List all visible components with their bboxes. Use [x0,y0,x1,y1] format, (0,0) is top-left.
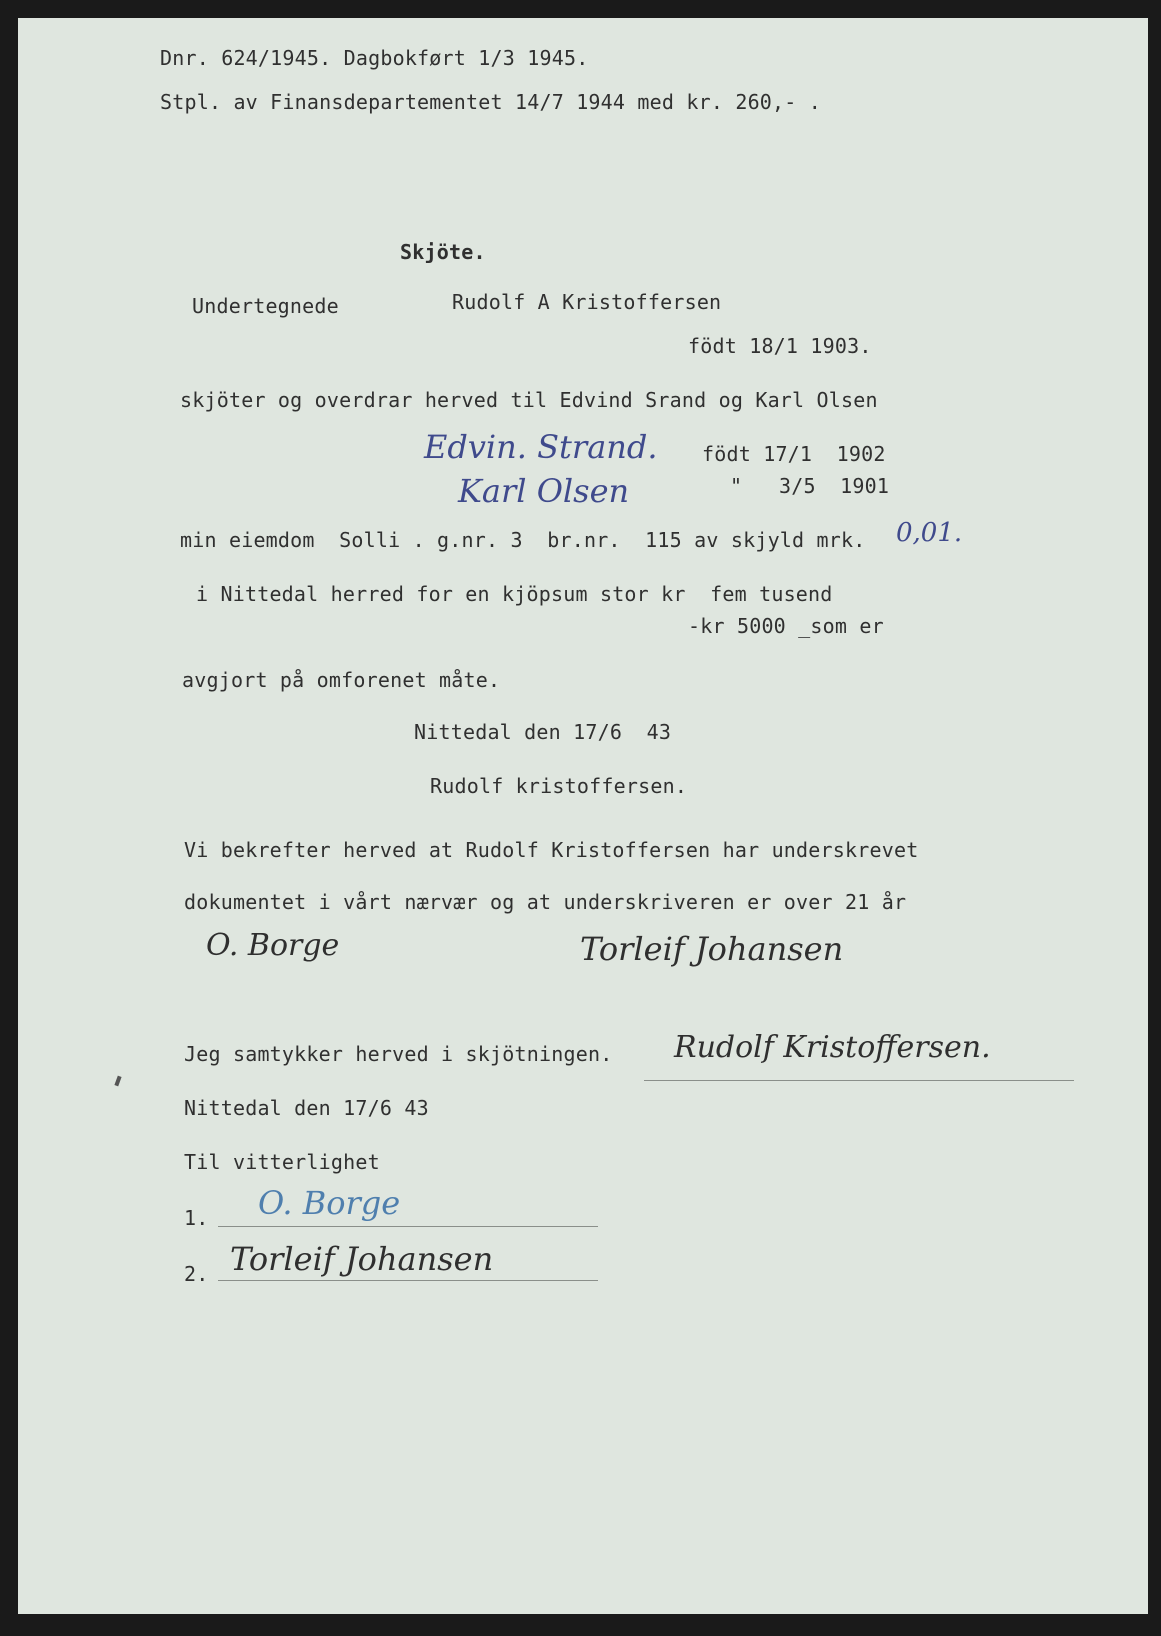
undertegnede-label: Undertegnede [192,294,339,318]
consent-signature: Rudolf Kristoffersen. [674,1030,991,1065]
property-line: min eiemdom Solli . g.nr. 3 br.nr. 115 av skjyld mrk. [180,528,866,552]
ink-mark [114,1076,121,1087]
tax-value-handwritten: 0,01. [896,518,963,548]
consent-signature-line [644,1080,1074,1081]
buyer-signature-edvin-strand: Edvin. Strand. [424,428,658,466]
transfer-line: skjöter og overdrar herved til Edvind Srand og Karl Olsen [180,388,878,412]
attestation-signature-1: O. Borge [258,1184,401,1222]
confirmation-line-2: dokumentet i vårt nærvær og at underskriveren er over 21 år [184,890,907,914]
place-date-line: Nittedal den 17/6 43 [414,720,672,744]
typed-seller-signature: Rudolf kristoffersen. [430,774,688,798]
buyer-birth-edvin: födt 17/1 1902 [702,442,886,466]
amount-line: -kr 5000 _som er [688,614,884,638]
diary-number-line: Dnr. 624/1945. Dagbokført 1/3 1945. [160,46,589,70]
witness-label-1: 1. [184,1206,209,1230]
attestation-heading: Til vitterlighet [184,1150,380,1174]
location-price-line: i Nittedal herred for en kjöpsum stor kr fem tusend [196,582,833,606]
stamp-duty-line: Stpl. av Finansdepartementet 14/7 1944 med kr. 260,- . [160,90,822,114]
witness-line-2 [218,1280,598,1281]
witness-signature-johansen: Torleif Johansen [580,930,844,968]
document-title: Skjöte. [400,240,486,264]
witness-signature-borge: O. Borge [206,928,340,963]
confirmation-line-1: Vi bekrefter herved at Rudolf Kristoffersen har underskrevet [184,838,919,862]
attestation-signature-2: Torleif Johansen [230,1240,494,1278]
settlement-line: avgjort på omforenet måte. [182,668,501,692]
consent-place-date: Nittedal den 17/6 43 [184,1096,429,1120]
buyer-signature-karl-olsen: Karl Olsen [458,472,630,510]
seller-name: Rudolf A Kristoffersen [452,290,722,314]
buyer-birth-karl: " 3/5 1901 [730,474,890,498]
consent-line: Jeg samtykker herved i skjötningen. [184,1042,613,1066]
witness-label-2: 2. [184,1262,209,1286]
document-page [18,18,1148,1614]
witness-line-1 [218,1226,598,1227]
seller-birth-date: födt 18/1 1903. [688,334,872,358]
